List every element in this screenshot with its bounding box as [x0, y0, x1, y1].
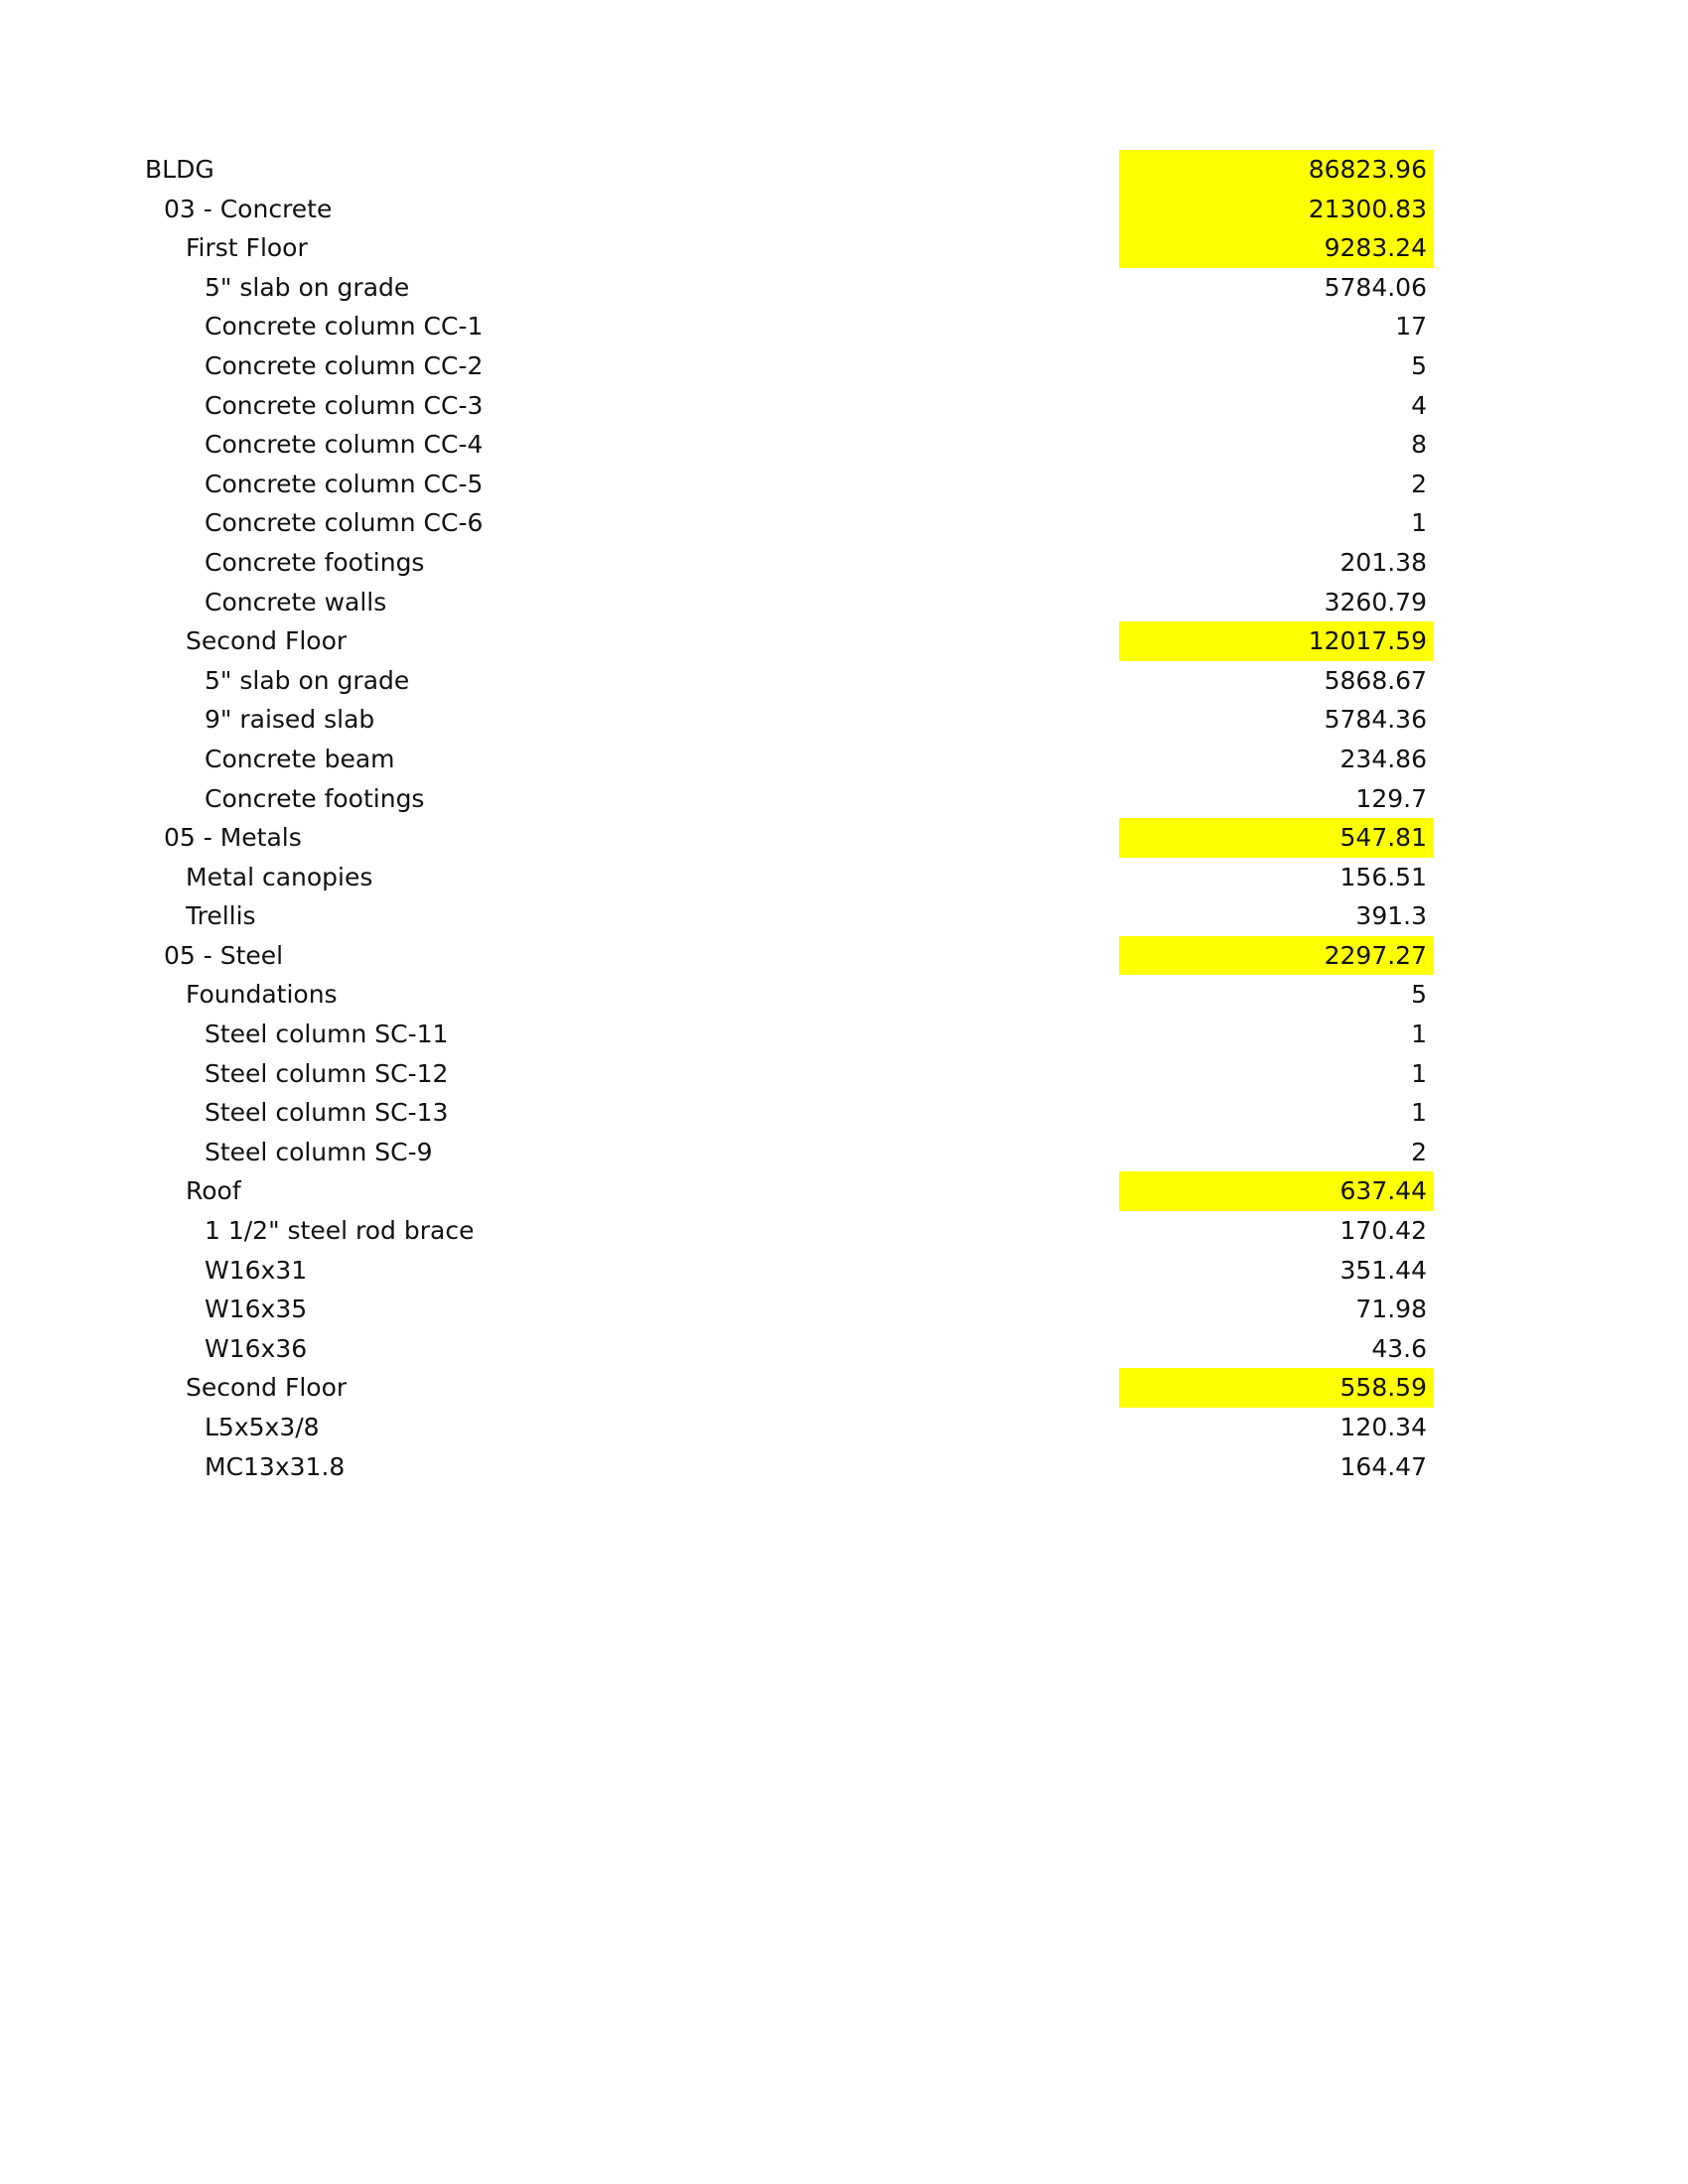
row-value [1119, 307, 1434, 346]
value-text: 1 [1411, 1058, 1427, 1088]
row-value [1119, 1054, 1434, 1094]
row-label: Second Floor [186, 1373, 348, 1403]
row-label: Metal canopies [186, 862, 373, 891]
row-label: Roof [186, 1176, 241, 1206]
value-text: 1 [1411, 508, 1427, 538]
subtotal-value [1119, 1368, 1434, 1408]
value-text: 4 [1411, 390, 1427, 420]
value-text: 5 [1411, 980, 1427, 1010]
value-text: 3260.79 [1324, 587, 1427, 616]
table-row [0, 228, 1688, 268]
row-label: Steel column SC-9 [205, 1137, 433, 1166]
row-value [1119, 1015, 1434, 1054]
row-label: Concrete footings [205, 547, 425, 577]
value-text: 201.38 [1339, 547, 1427, 577]
row-value [1119, 858, 1434, 897]
value-text: 558.59 [1339, 1373, 1427, 1403]
subtotal-value [1119, 228, 1434, 268]
table-row [0, 1447, 1688, 1487]
table-row [0, 150, 1688, 190]
table-row [0, 779, 1688, 819]
row-value [1119, 346, 1434, 386]
table-row [0, 425, 1688, 465]
value-text: 170.42 [1339, 1216, 1427, 1246]
value-text: 43.6 [1371, 1333, 1427, 1363]
value-text: 351.44 [1339, 1255, 1427, 1285]
table-row [0, 1329, 1688, 1369]
row-label: W16x31 [205, 1255, 308, 1285]
table-row [0, 386, 1688, 426]
subtotal-value [1119, 1171, 1434, 1211]
value-text: 12017.59 [1308, 626, 1427, 656]
row-label: Concrete column CC-3 [205, 390, 484, 420]
row-label: Steel column SC-12 [205, 1058, 449, 1088]
value-text: 1 [1411, 1098, 1427, 1128]
table-row [0, 896, 1688, 936]
value-text: 637.44 [1339, 1176, 1427, 1206]
row-value [1119, 1251, 1434, 1291]
table-row [0, 543, 1688, 583]
subtotal-value [1119, 621, 1434, 661]
row-label: 5" slab on grade [205, 272, 410, 302]
row-value [1119, 661, 1434, 701]
row-value [1119, 1447, 1434, 1487]
table-row [0, 936, 1688, 976]
table-row [0, 190, 1688, 229]
table-row [0, 1368, 1688, 1408]
row-label: First Floor [186, 233, 308, 263]
row-label: Concrete column CC-2 [205, 350, 484, 380]
value-text: 8 [1411, 430, 1427, 460]
value-text: 2 [1411, 469, 1427, 498]
subtotal-value [1119, 150, 1434, 190]
table-row [0, 661, 1688, 701]
table-row [0, 465, 1688, 504]
value-text: 9283.24 [1324, 233, 1427, 263]
row-value [1119, 1093, 1434, 1133]
row-value [1119, 1211, 1434, 1251]
row-value [1119, 700, 1434, 740]
row-label: Concrete column CC-4 [205, 430, 484, 460]
table-row [0, 1054, 1688, 1094]
row-label: Concrete footings [205, 783, 425, 813]
row-value [1119, 583, 1434, 622]
row-label: W16x35 [205, 1295, 308, 1324]
subtotal-value [1119, 190, 1434, 229]
table-row [0, 818, 1688, 858]
row-value [1119, 975, 1434, 1015]
value-text: 547.81 [1339, 823, 1427, 853]
row-value [1119, 386, 1434, 426]
table-row [0, 621, 1688, 661]
subtotal-value [1119, 936, 1434, 976]
table-row [0, 858, 1688, 897]
row-value [1119, 503, 1434, 543]
row-label: MC13x31.8 [205, 1451, 346, 1481]
value-text: 71.98 [1355, 1295, 1427, 1324]
row-label: Foundations [186, 980, 338, 1010]
row-value [1119, 1408, 1434, 1447]
table-row [0, 583, 1688, 622]
table-row [0, 1290, 1688, 1329]
value-text: 2297.27 [1324, 940, 1427, 970]
row-value [1119, 1290, 1434, 1329]
value-text: 1 [1411, 1020, 1427, 1049]
value-text: 17 [1395, 312, 1427, 341]
row-label: 1 1/2" steel rod brace [205, 1216, 475, 1246]
table-row [0, 1171, 1688, 1211]
row-value [1119, 896, 1434, 936]
value-text: 5784.06 [1324, 272, 1427, 302]
value-text: 2 [1411, 1137, 1427, 1166]
table-row [0, 503, 1688, 543]
row-label: 5" slab on grade [205, 665, 410, 695]
row-value [1119, 465, 1434, 504]
row-value [1119, 268, 1434, 308]
subtotal-value [1119, 818, 1434, 858]
row-label: 03 - Concrete [164, 194, 333, 223]
row-value [1119, 779, 1434, 819]
value-text: 86823.96 [1308, 155, 1427, 184]
table-row [0, 700, 1688, 740]
table-row [0, 1211, 1688, 1251]
table-row [0, 1133, 1688, 1172]
table-row [0, 307, 1688, 346]
value-text: 5868.67 [1324, 665, 1427, 695]
value-text: 21300.83 [1308, 194, 1427, 223]
quantity-sheet [0, 150, 1688, 1486]
value-text: 5784.36 [1324, 705, 1427, 735]
value-text: 164.47 [1339, 1451, 1427, 1481]
row-label: Trellis [186, 901, 256, 931]
value-text: 129.7 [1355, 783, 1427, 813]
table-row [0, 1015, 1688, 1054]
row-label: Concrete beam [205, 744, 395, 773]
row-label: W16x36 [205, 1333, 308, 1363]
value-text: 5 [1411, 350, 1427, 380]
row-label: BLDG [145, 155, 214, 184]
table-row [0, 1251, 1688, 1291]
table-row [0, 975, 1688, 1015]
value-text: 391.3 [1355, 901, 1427, 931]
row-label: Concrete walls [205, 587, 387, 616]
table-row [0, 1408, 1688, 1447]
row-value [1119, 1133, 1434, 1172]
row-label: Concrete column CC-5 [205, 469, 484, 498]
row-label: L5x5x3/8 [205, 1413, 320, 1441]
row-label: Steel column SC-13 [205, 1098, 449, 1128]
row-label: Second Floor [186, 626, 348, 656]
value-text: 156.51 [1339, 862, 1427, 891]
value-text: 120.34 [1339, 1413, 1427, 1441]
table-row [0, 740, 1688, 779]
table-row [0, 268, 1688, 308]
row-label: Concrete column CC-1 [205, 312, 484, 341]
row-value [1119, 425, 1434, 465]
row-value [1119, 1329, 1434, 1369]
row-label: 9" raised slab [205, 705, 375, 735]
row-label: 05 - Metals [164, 823, 302, 853]
row-label: Steel column SC-11 [205, 1020, 449, 1049]
row-value [1119, 740, 1434, 779]
value-text: 234.86 [1339, 744, 1427, 773]
row-label: Concrete column CC-6 [205, 508, 484, 538]
table-row [0, 1093, 1688, 1133]
row-value [1119, 543, 1434, 583]
row-label: 05 - Steel [164, 940, 284, 970]
table-row [0, 346, 1688, 386]
